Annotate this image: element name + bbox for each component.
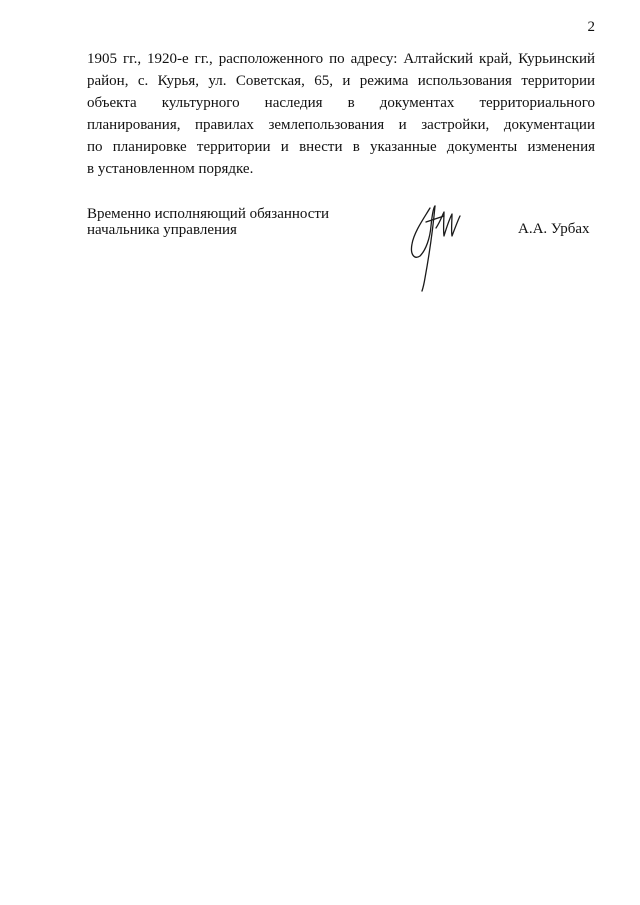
signer-name: А.А. Урбах [518,221,590,237]
body-line: в установленном порядке. [87,161,254,177]
body-line: район, с. Курья, ул. Советская, 65, и режима использования территории [87,73,595,89]
signer-position-line: начальника управления [87,222,237,238]
body-line: объекта культурного наследия в документах территориального [87,95,595,111]
page-number: 2 [587,19,595,35]
signer-position [87,206,329,238]
handwritten-signature [400,198,470,294]
body-paragraph [87,48,595,180]
body-line: планирования, правилах землепользования и застройки, документации [87,117,595,133]
body-line: по планировке территории и внести в указанные документы изменения [87,139,595,155]
body-line: 1905 гг., 1920-е гг., расположенного по адресу: Алтайский край, Курьинский [87,51,595,67]
signer-position-line: Временно исполняющий обязанности [87,206,330,222]
